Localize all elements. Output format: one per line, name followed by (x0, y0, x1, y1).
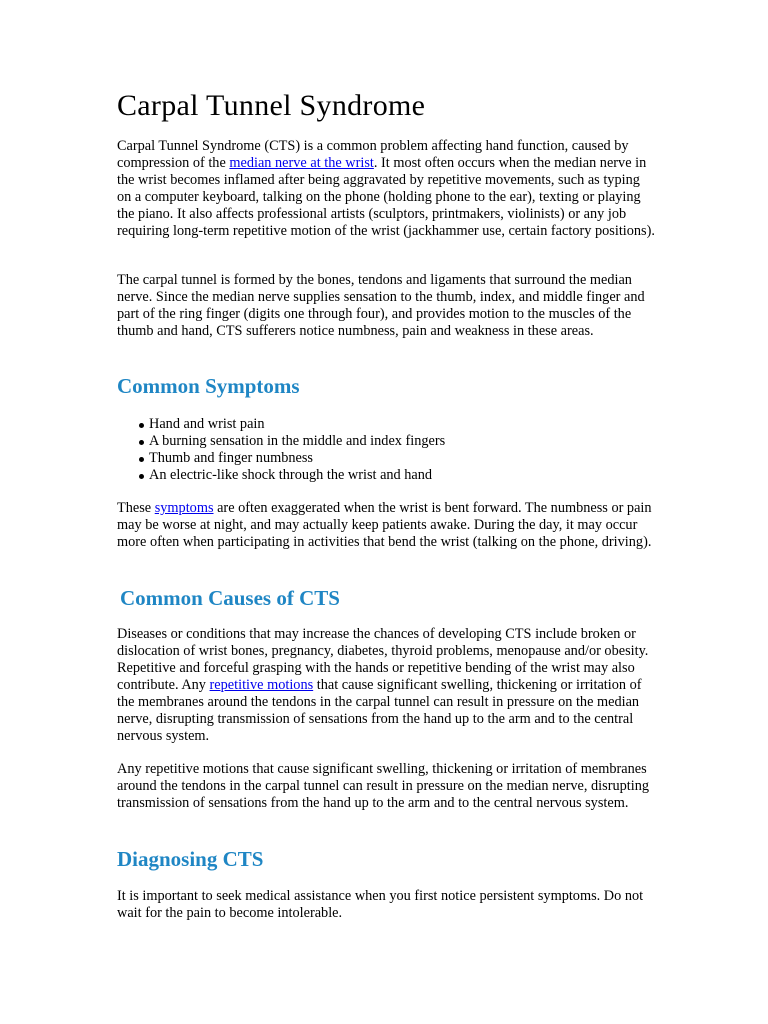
causes-paragraph-1 (117, 626, 657, 745)
symptom-text: An electric-like shock through the wrist and hand (149, 467, 433, 483)
symptoms-link[interactable]: symptoms (154, 500, 214, 516)
intro-text-start: Carpal Tunnel Syndrome (CTS) is a common problem affecting hand function, caused by compression of the (117, 138, 629, 171)
symptom-text: A burning sensation in the middle and index fingers (149, 433, 446, 449)
symptoms-list (117, 416, 657, 484)
bullet-icon (139, 457, 144, 462)
bullet-icon (139, 440, 144, 445)
intro-paragraph-1 (117, 138, 657, 240)
bullet-icon (139, 423, 144, 428)
causes-heading: Common Causes of CTS (120, 586, 340, 610)
list-item (117, 433, 657, 450)
causes-text-start: Diseases or conditions that may increase the chances of developing CTS include broken or dislocation of wrist bones, pregnancy, diabetes, thyroid problems, menopause and/or obesity. Repetitive and forceful grasping with the hands or repetitive bending of the wrist may also contribute. Any (117, 626, 649, 693)
intro-text-end: . It most often occurs when the median nerve in the wrist becomes inflamed after being aggravated by repetitive movements, such as typing on a computer keyboard, talking on the phone (holding phone to the ear), texting or playing the piano. It also affects professional artists (sculptors, printmakers, violinists) or any job requiring long-term repetitive motion of the wrist (jackhammer use, certain factory positions). (117, 155, 655, 239)
repetitive-motions-link[interactable]: repetitive motions (209, 677, 314, 693)
symptom-text: Hand and wrist pain (149, 416, 265, 432)
diagnosing-heading: Diagnosing CTS (117, 847, 264, 871)
list-item (117, 467, 657, 484)
page-title: Carpal Tunnel Syndrome (117, 89, 426, 122)
list-item (117, 416, 657, 433)
symptoms-text-start: These (117, 500, 155, 516)
symptoms-paragraph (117, 500, 657, 551)
causes-paragraph-2: Any repetitive motions that cause significant swelling, thickening or irritation of membranes around the tendons in the carpal tunnel can result in pressure on the median nerve, disrupting transmission of sensations from the hand up to the arm and to the central nervous system. (117, 761, 650, 811)
symptoms-text-end: are often exaggerated when the wrist is bent forward. The numbness or pain may be worse at night, and may actually keep patients awake. During the day, it may occur more often when participating in activities that bend the wrist (talking on the phone, driving). (117, 500, 652, 550)
diagnosing-paragraph: It is important to seek medical assistance when you first notice persistent symptoms. Do not wait for the pain to become intolerable. (117, 888, 644, 921)
list-item (117, 450, 657, 467)
causes-text-end: that cause significant swelling, thickening or irritation of the membranes around the tendons in the carpal tunnel can result in pressure on the median nerve, disrupting transmission of sensations from the hand up to the arm and to the central nervous system. (117, 677, 642, 744)
symptom-text: Thumb and finger numbness (149, 450, 313, 466)
median-nerve-link[interactable]: median nerve at the wrist (229, 155, 374, 171)
intro-paragraph-2: The carpal tunnel is formed by the bones, tendons and ligaments that surround the median nerve. Since the median nerve supplies sensation to the thumb, index, and middle finger and part of the ring finger (digits one through four), and provides motion to the muscles of the thumb and hand, CTS sufferers notice numbness, pain and weakness in these areas. (117, 272, 645, 339)
symptoms-heading: Common Symptoms (117, 374, 300, 398)
bullet-icon (139, 474, 144, 479)
